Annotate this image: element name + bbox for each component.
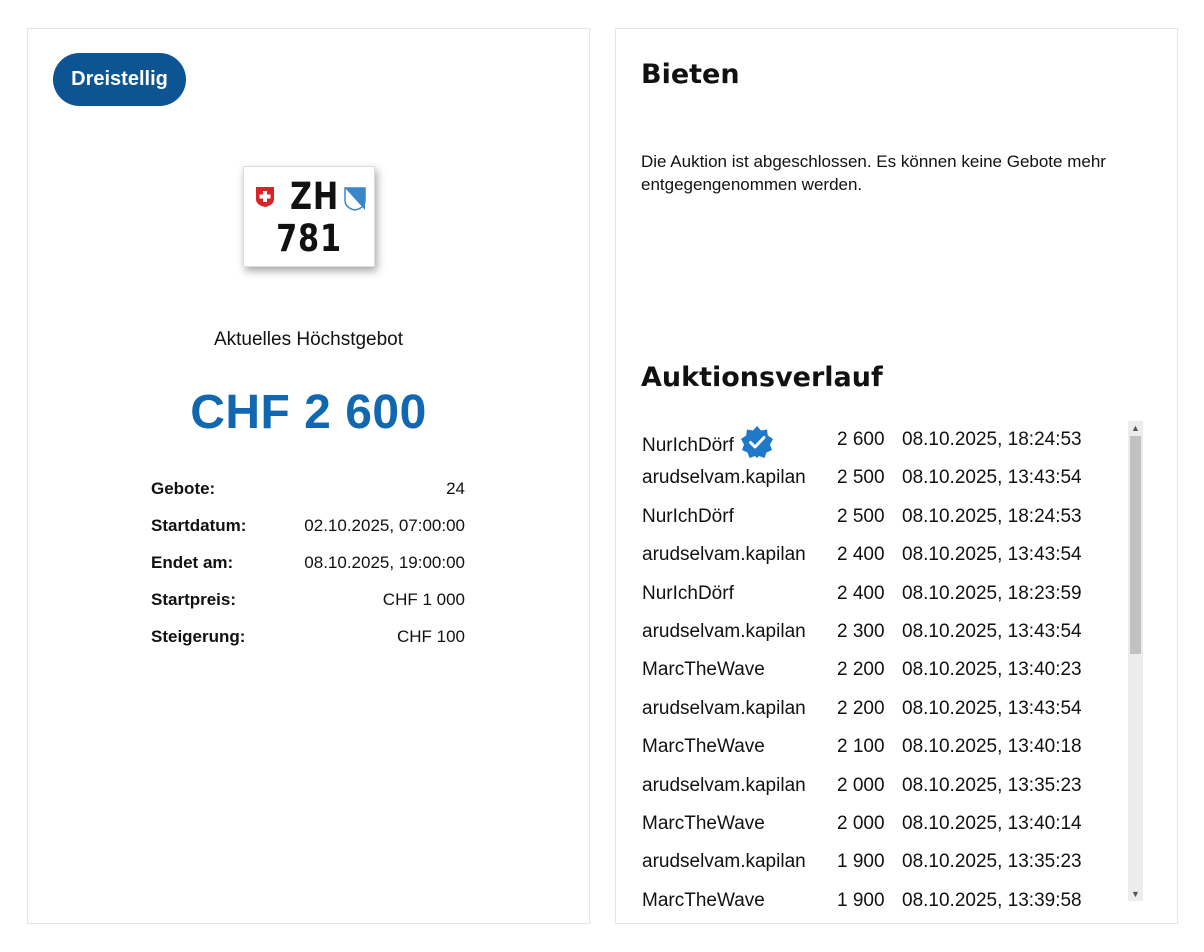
scroll-down-arrow-icon[interactable]: ▼ <box>1131 889 1140 899</box>
bid-amount: 2 200 <box>837 659 885 681</box>
history-row <box>641 576 1143 614</box>
bid-amount: 2 500 <box>837 467 885 489</box>
bidder-name: arudselvam.kapilan <box>642 544 806 566</box>
bid-time: 08.10.2025, 13:40:18 <box>902 736 1082 758</box>
bidder-name: NurIchDörf <box>642 435 734 457</box>
bid-time: 08.10.2025, 13:43:54 <box>902 467 1082 489</box>
detail-row-end-date <box>151 549 465 586</box>
detail-value: CHF 1 000 <box>382 590 465 609</box>
detail-label: Endet am: <box>151 553 234 572</box>
detail-value: 02.10.2025, 07:00:00 <box>304 516 465 535</box>
bidder-name: arudselvam.kapilan <box>642 467 806 489</box>
bid-history-list[interactable] <box>641 422 1143 911</box>
bid-time: 08.10.2025, 13:43:54 <box>902 697 1082 719</box>
bid-amount: 2 100 <box>837 736 885 758</box>
bid-amount: 1 900 <box>837 889 885 911</box>
auction-details <box>151 475 465 660</box>
history-row <box>641 537 1143 575</box>
plate-number: 781 <box>276 217 342 260</box>
bid-amount: 2 300 <box>837 620 885 642</box>
bid-time: 08.10.2025, 13:35:23 <box>902 774 1082 796</box>
history-scrollbar[interactable] <box>1128 421 1143 901</box>
bidder-name: MarcTheWave <box>642 812 765 834</box>
detail-label: Startpreis: <box>151 590 237 609</box>
license-plate <box>243 166 375 267</box>
bid-time: 08.10.2025, 13:40:23 <box>902 659 1082 681</box>
bid-time: 08.10.2025, 13:35:23 <box>902 851 1082 873</box>
bid-amount: 2 400 <box>837 544 885 566</box>
detail-row-bids <box>151 475 465 512</box>
verified-badge-icon <box>740 425 774 459</box>
bidder-name: NurIchDörf <box>642 582 734 604</box>
detail-row-start-price <box>151 586 465 623</box>
scroll-thumb[interactable] <box>1130 436 1141 654</box>
detail-value: CHF 100 <box>396 627 465 646</box>
history-row <box>641 460 1143 498</box>
bid-amount: 2 000 <box>837 812 885 834</box>
bidder-name: MarcTheWave <box>642 736 765 758</box>
bid-amount: 2 000 <box>837 774 885 796</box>
bid-time: 08.10.2025, 18:23:59 <box>902 582 1082 604</box>
bid-amount: 2 200 <box>837 697 885 719</box>
current-bid-label: Aktuelles Höchstgebot <box>213 329 404 350</box>
bid-amount: 2 500 <box>837 505 885 527</box>
detail-label: Startdatum: <box>151 516 247 535</box>
detail-row-start-date <box>151 512 465 549</box>
bidder-name: MarcTheWave <box>642 889 765 911</box>
bidder-name: arudselvam.kapilan <box>642 697 806 719</box>
history-row <box>641 844 1143 882</box>
auction-closed-message: Die Auktion ist abgeschlossen. Es können keine Gebote mehr entgegengenommen werden. <box>641 152 1106 194</box>
current-bid-amount: CHF 2 600 <box>190 386 427 439</box>
detail-label: Gebote: <box>151 479 216 498</box>
detail-value: 24 <box>446 479 465 498</box>
bid-amount: 1 900 <box>837 851 885 873</box>
bid-amount: 2 600 <box>837 429 885 450</box>
detail-row-increment <box>151 623 465 660</box>
bid-amount: 2 400 <box>837 582 885 604</box>
history-row <box>641 422 1143 460</box>
history-row <box>641 806 1143 844</box>
bid-time: 08.10.2025, 13:39:58 <box>902 889 1082 911</box>
swiss-flag-icon <box>256 187 274 207</box>
history-row <box>641 691 1143 729</box>
history-row <box>641 768 1143 806</box>
bidder-name: arudselvam.kapilan <box>642 774 806 796</box>
history-title: Auktionsverlauf <box>641 362 883 393</box>
listing-panel <box>27 28 590 924</box>
bidder-name: arudselvam.kapilan <box>642 620 806 642</box>
zurich-crest-icon <box>344 187 366 211</box>
detail-value: 08.10.2025, 19:00:00 <box>304 553 465 572</box>
bidder-name: MarcTheWave <box>642 659 765 681</box>
history-row <box>641 883 1143 921</box>
bidding-panel <box>615 28 1178 924</box>
bidder-name: arudselvam.kapilan <box>642 851 806 873</box>
history-row <box>641 729 1143 767</box>
history-row <box>641 499 1143 537</box>
bid-time: 08.10.2025, 13:43:54 <box>902 620 1082 642</box>
bid-time: 08.10.2025, 18:24:53 <box>902 429 1082 450</box>
category-badge[interactable]: Dreistellig <box>53 53 186 106</box>
history-row <box>641 652 1143 690</box>
bidding-title: Bieten <box>641 59 740 90</box>
bidder-name: NurIchDörf <box>642 505 734 527</box>
bid-time: 08.10.2025, 18:24:53 <box>902 505 1082 527</box>
scroll-up-arrow-icon[interactable]: ▲ <box>1131 423 1140 433</box>
detail-label: Steigerung: <box>151 627 246 646</box>
bid-time: 08.10.2025, 13:40:14 <box>902 812 1082 834</box>
history-row <box>641 614 1143 652</box>
bid-time: 08.10.2025, 13:43:54 <box>902 544 1082 566</box>
plate-canton: ZH <box>290 175 340 218</box>
